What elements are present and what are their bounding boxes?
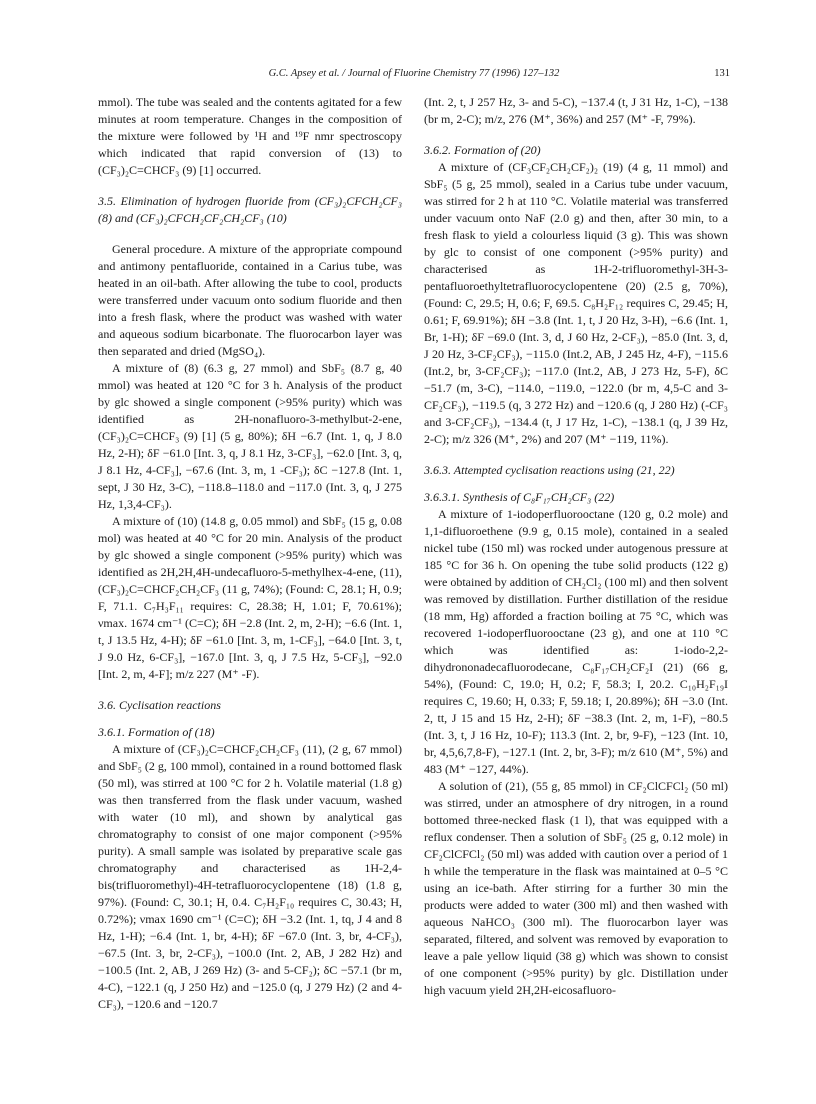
left-column xyxy=(98,94,402,1013)
paragraph-compound-10: A mixture of (10) (14.8 g, 0.05 mmol) and SbF₅ (15 g, 0.08 mol) was heated at 40 °C for 20 min. Analysis of the product by glc showed a single component (>95% purity) which was identified as 2H,2H,4H-undecafluoro-5-methylhex-4-ene, (11), (CF₃)₂C=CHCF₂CH₂CF₃ (11 g, 74%); (Found: C, 28.1; H, 0.9; F, 71.1. C₇H₃F₁₁ requires: C, 28.38; H, 1.01; F, 70.61%); νmax. 1674 cm⁻¹ (C=C); δH −2.8 (Int. 2, m, 2-H); −6.6 (Int. 1, t, J 13.5 Hz, 4-H); δF −61.0 [Int. 3, m, 1-CF₃], −64.0 [Int. 3, t, J 9.0 Hz, 6-CF₃], −167.0 [Int. 3, q, J 7.5 Hz, 5-CF₃], −92.0 [Int. 2, m, 4-F]; m/z 227 (M⁺ -F). xyxy=(98,514,402,681)
section-heading-3-6-3-1: 3.6.3.1. Synthesis of C₈F₁₇CH₂CF₃ (22) xyxy=(424,490,615,504)
section-heading-3-5: 3.5. Elimination of hydrogen fluoride from (CF₃)₂CFCH₂CF₃ (8) and (CF₃)₂CFCH₂CF₂CH₂CF₃ (10) xyxy=(98,194,402,225)
running-header xyxy=(98,68,730,84)
paragraph-formation-18: A mixture of (CF₃)₂C=CHCF₂CH₂CF₃ (11), (2 g, 67 mmol) and SbF₅ (2 g, 100 mmol), contained in a round bottomed flask (50 ml), was stirred at 100 °C for 2 h. Volatile material (1.8 g) was then transferred from the flask under vacuum, washed with water (10 ml), and shown by analytical gas chromatography to consist of one major component (>95% purity). A small sample was isolated by preparative scale gas chromatography and characterised as 1H-2,4-bis(trifluoromethyl)-4H-tetrafluorocyclopentene (18) (1.8 g, 97%). (Found: C, 30.1; H, 0.4. C₇H₂F₁₀ requires C, 30.43; H, 0.72%); νmax 1690 cm⁻¹ (C=C); δH −3.2 (Int. 1, tq, J 4 and 8 Hz, 1-H); −6.4 (Int. 1, br, 4-H); δF −67.0 (Int. 3, br, 4-CF₃), −67.5 (Int. 3, br, 2-CF₃), −100.0 (Int. 2, AB, J 282 Hz) and −100.5 (Int. 2, AB, J 269 Hz) (3- and 5-CF₂); δC −57.1 (br m, 4-C), −122.1 (q, J 250 Hz) and −125.0 (q, J 279 Hz) (2 and 4-CF₃), −120.6 and −120.7 xyxy=(98,742,402,1011)
paragraph-synthesis-22: A mixture of 1-iodoperfluorooctane (120 g, 0.2 mole) and 1,1-difluoroethene (9.9 g, 0.15 mole), contained in a sealed nickel tube (150 ml) was rocked under autogenous pressure at 185 °C for 36 h. On opening the tube solid products (122 g) were obtained by addition of CH₂Cl₂ (100 ml) and then solvent was removed by distillation. Further distillation of the residue (18 mm, Hg) afforded a fraction boiling at 75 °C, which was recovered 1-iodoperfluorooctane (23 g), and one at 110 °C which was identified as: 1-iodo-2,2-dihydrononadecafluorodecane, C₈F₁₇CH₂CF₂I (21) (66 g, 54%), (Found: C, 19.0; H, 0.2; F, 58.3; I, 20.2. C₁₀H₂F₁₉I requires C, 19.60; H, 0.33; F, 59.18; I, 20.89%); δH −3.0 (Int. 2, tt, J 15 and 15 Hz, 2-H); δF −38.3 (Int. 2, m, 1-F), −80.5 (Int. 3, t, J 16 Hz, 10-F); 113.3 (Int. 2, br, 9-F), −123 (Int. 10, br, 4,5,6,7,8-F), −127.1 (Int. 2, br, 3-F); m/z 610 (M⁺, 5%) and 483 (M⁺ −127, 44%). xyxy=(424,507,728,776)
section-heading-3-6-2: 3.6.2. Formation of (20) xyxy=(424,143,541,157)
paragraph-formation-20: A mixture of (CF₃CF₂CH₂CF₂)₂ (19) (4 g, 11 mmol) and SbF₅ (5 g, 25 mmol), sealed in a Carius tube under vacuum, was stirred for 2 h at 110 °C. Volatile material was transferred under vacuum onto NaF (2.0 g) and then, after 30 min, to a fresh flask to yield a colourless liquid (3 g). This was shown by glc to consist of one component (>95% purity) and characterised as 1H-2-trifluoromethyl-3H-3-pentafluoroethyltetrafluorocyclopentene (20) (2.5 g, 70%), (Found: C, 29.5; H, 0.6; F, 69.5. C₈H₂F₁₂ requires C, 29.45; H, 0.61; F, 69.91%); δH −3.8 (Int. 1, t, J 20 Hz, 3-H), −6.6 (Int. 1, Br, 1-H); δF −69.0 (Int. 3, d, J 60 Hz, 2-CF₃), −85.0 (Int. 3, d, J 20 Hz, 3-CF₂CF₃), −115.0 (Int.2, AB, J 245 Hz, 4-F), −115.6 (Int.2, br, 3-CF₂CF₃); −117.0 (Int.2, AB, J 273 Hz, 5-F), δC −51.7 (m, 3-C), −114.0, −119.0, −122.0 (br m, 4,5-C and 3-CF₂CF₃), −119.5 (q, 3 272 Hz) and −120.6 (q, J 280 Hz) (-CF₃ and 3-CF₂CF₃), −134.4 (t, J 17 Hz, 1-C), −138.1 (q, J 39 Hz, 2-C); m/z 326 (M⁺, 2%) and 207 (M⁺ −119, 11%). xyxy=(424,160,728,446)
paragraph-continued-right: (Int. 2, t, J 257 Hz, 3- and 5-C), −137.4 (t, J 31 Hz, 1-C), −138 (br m, 2-C); m/z, 276 (M⁺, 36%) and 257 (M⁺ -F, 79%). xyxy=(424,95,728,126)
paragraph-compound-8: A mixture of (8) (6.3 g, 27 mmol) and SbF₅ (8.7 g, 40 mmol) was heated at 120 °C for 3 h. Analysis of the product by glc showed a single component (>95% purity) which was identified as 2H-nonafluoro-3-methylbut-2-ene, (CF₃)₂C=CHCF₃ (9) [1] (5 g, 80%); δH −6.7 (Int. 1, q, J 8.0 Hz, 2-H); δF −61.0 [Int. 3, q, J 8.1 Hz, 3-CF₃], −62.0 [Int. 3, q, J 8.1 Hz, 4-CF₃], −67.6 (Int. 3, m, 1 -CF₃); δC −127.8 (Int. 1, sept, J 30 Hz, 3-C), −118.8–118.0 and −117.0 (Int. 3, q, J 275 Hz, 1,3,4-CF₃). xyxy=(98,361,402,511)
paragraph-continued: mmol). The tube was sealed and the contents agitated for a few minutes at room temperature. Changes in the composition of the mixture were followed by ¹H and ¹⁹F nmr spectroscopy which indicated that rapid conversion of (13) to (CF₃)₂C=CHCF₃ (9) [1] occurred. xyxy=(98,95,402,177)
section-heading-3-6-1: 3.6.1. Formation of (18) xyxy=(98,725,215,739)
section-heading-3-6: 3.6. Cyclisation reactions xyxy=(98,698,221,712)
page-number: 131 xyxy=(714,68,730,79)
paragraph-general-procedure: General procedure. A mixture of the appropriate compound and antimony pentafluoride, contained in a Carius tube, was heated in an oil-bath. After allowing the tube to cool, products were transferred under vacuum onto sodium fluoride and then into a fresh flask, where the product was washed with water and aqueous sodium bicarbonate. The fluorocarbon layer was then separated and dried (MgSO₄). xyxy=(98,242,402,358)
right-column xyxy=(424,94,728,999)
section-heading-3-6-3: 3.6.3. Attempted cyclisation reactions using (21, 22) xyxy=(424,463,675,477)
running-title: G.C. Apsey et al. / Journal of Fluorine Chemistry 77 (1996) 127–132 xyxy=(268,68,560,79)
paragraph-solution-21: A solution of (21), (55 g, 85 mmol) in CF₂ClCFCl₂ (50 ml) was stirred, under an atmosphere of dry nitrogen, in a round bottomed three-necked flask (1 l), that was equipped with a reflux condenser. Then a solution of SbF₅ (25 g, 0.12 mole) in CF₂ClCFCl₂ (50 ml) was added with caution over a period of 1 h while the temperature in the flask was maintained at 0–5 °C using an ice-bath. After stirring for a further 30 min the products were added to water (300 ml) and then washed with aqueous NaHCO₃ (300 ml). The fluorocarbon layer was separated, filtered, and solvent was removed by evaporation to leave a pale yellow liquid (38 g) which was shown to consist of one component (>95% purity) by glc. Distillation under high vacuum yield 2H,2H-eicosafluoro- xyxy=(424,779,728,997)
